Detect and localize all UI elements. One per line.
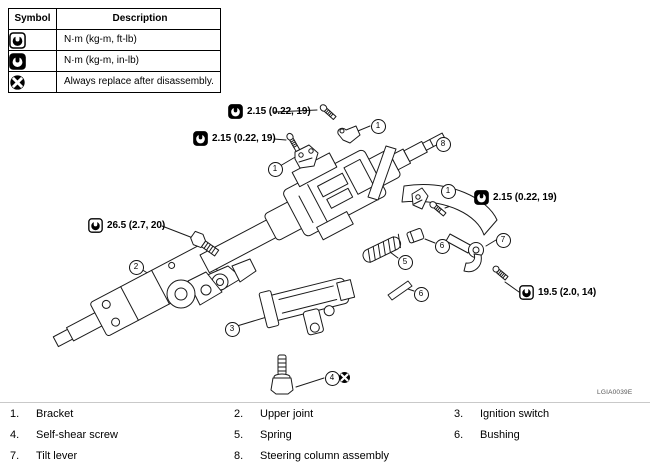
part-name: Tilt lever bbox=[36, 450, 78, 462]
wrench-inlb-icon bbox=[474, 190, 489, 205]
part-marker-8: 8 bbox=[436, 137, 451, 152]
part-marker-1: 1 bbox=[441, 184, 456, 199]
part-marker-3: 3 bbox=[225, 322, 240, 337]
part-name: Ignition switch bbox=[480, 408, 550, 420]
parts-list-item bbox=[234, 450, 389, 462]
ignition-switch-drawing bbox=[259, 271, 361, 345]
legend-row-ftlb bbox=[9, 30, 221, 51]
torque-value: 2.15 (0.22, 19) bbox=[493, 192, 557, 203]
figure-code: LGIA0039E bbox=[597, 389, 633, 396]
part-number: 6. bbox=[454, 429, 464, 441]
legend-header-row bbox=[9, 9, 221, 30]
wrench-ftlb-icon bbox=[519, 285, 534, 300]
parts-list-item bbox=[234, 408, 313, 420]
parts-list-item bbox=[10, 450, 77, 462]
parts-list-item bbox=[454, 408, 549, 420]
part-marker-1: 1 bbox=[371, 119, 386, 134]
screw-upper-left-drawing bbox=[286, 132, 301, 152]
self-shear-screw-drawing bbox=[271, 355, 293, 394]
torque-value: 2.15 (0.22, 19) bbox=[247, 106, 311, 117]
replace-cross-icon bbox=[9, 74, 26, 91]
part-name: Spring bbox=[260, 429, 292, 441]
torque-callout-top-screw bbox=[228, 104, 311, 119]
part-marker-5: 5 bbox=[398, 255, 413, 270]
part-number: 7. bbox=[10, 450, 20, 462]
legend-table bbox=[8, 8, 221, 93]
part-marker-6: 6 bbox=[414, 287, 429, 302]
legend-desc-replace: Always replace after disassembly. bbox=[57, 72, 221, 93]
part-marker-6: 6 bbox=[435, 239, 450, 254]
part-marker-2: 2 bbox=[129, 260, 144, 275]
torque-value: 2.15 (0.22, 19) bbox=[212, 133, 276, 144]
torque-callout-right-screw bbox=[474, 190, 557, 205]
divider bbox=[0, 402, 650, 403]
legend-row-inlb bbox=[9, 51, 221, 72]
part-name: Upper joint bbox=[260, 408, 314, 420]
torque-value: 19.5 (2.0, 14) bbox=[538, 287, 597, 298]
wrench-ftlb-icon bbox=[88, 218, 103, 233]
wrench-inlb-icon bbox=[9, 53, 26, 70]
part-name: Bracket bbox=[36, 408, 74, 420]
legend-desc-ftlb: N·m (kg-m, ft-lb) bbox=[57, 30, 221, 51]
legend-header-description: Description bbox=[57, 9, 221, 30]
parts-list-item bbox=[10, 408, 73, 420]
wrench-inlb-icon bbox=[193, 131, 208, 146]
tilt-lever-drawing bbox=[446, 234, 484, 272]
legend-row-replace bbox=[9, 72, 221, 93]
part-number: 5. bbox=[234, 429, 244, 441]
part-marker-7: 7 bbox=[496, 233, 511, 248]
bushing-drawing bbox=[406, 228, 424, 243]
part-name: Self-shear screw bbox=[36, 429, 118, 441]
parts-list-item bbox=[454, 429, 520, 441]
wrench-ftlb-icon bbox=[9, 32, 26, 49]
torque-callout-upper-left-screw bbox=[193, 131, 276, 146]
tilt-lever-bolt-drawing bbox=[492, 265, 509, 281]
torque-value: 26.5 (2.7, 20) bbox=[107, 220, 166, 231]
part-number: 8. bbox=[234, 450, 244, 462]
legend-header-symbol: Symbol bbox=[9, 9, 57, 30]
parts-list-item bbox=[234, 429, 292, 441]
part-name: Steering column assembly bbox=[260, 450, 390, 462]
bracket-top-drawing bbox=[338, 126, 360, 143]
legend-desc-inlb: N·m (kg-m, in-lb) bbox=[57, 51, 221, 72]
part-number: 4. bbox=[10, 429, 20, 441]
torque-callout-tilt-lever-bolt bbox=[519, 285, 596, 300]
pin-drawing bbox=[388, 281, 412, 300]
part-marker-4: 4 bbox=[325, 371, 340, 386]
part-marker-1: 1 bbox=[268, 162, 283, 177]
replace-cross-icon bbox=[338, 371, 351, 384]
part-name: Bushing bbox=[480, 429, 520, 441]
screw-top-drawing bbox=[319, 103, 337, 120]
parts-list-item bbox=[10, 429, 118, 441]
torque-callout-upper-joint-bolt bbox=[88, 218, 165, 233]
part-number: 2. bbox=[234, 408, 244, 420]
wrench-inlb-icon bbox=[228, 104, 243, 119]
part-number: 1. bbox=[10, 408, 20, 420]
part-number: 3. bbox=[454, 408, 464, 420]
